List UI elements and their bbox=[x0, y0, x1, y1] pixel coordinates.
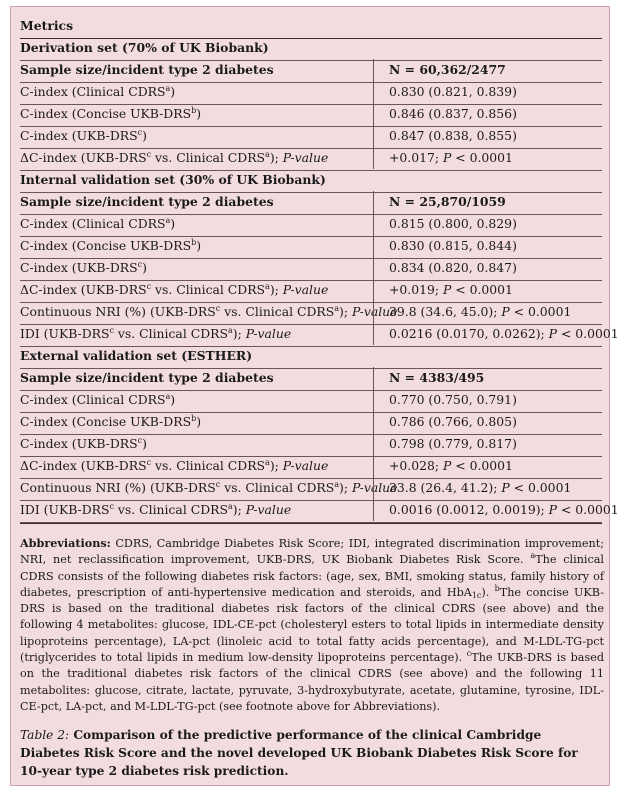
table-row bbox=[20, 147, 602, 169]
value-cell: 0.798 (0.779, 0.817) bbox=[389, 436, 517, 451]
metric-cell: C-index (Clinical CDRS$^a$) bbox=[20, 84, 176, 99]
table-row bbox=[20, 499, 619, 521]
footnote-marker: a bbox=[165, 84, 171, 93]
sample-size-row bbox=[20, 191, 602, 213]
value-cell: 39.8 (34.6, 45.0); P < 0.0001 bbox=[389, 304, 572, 319]
footnote-marker: c bbox=[146, 458, 152, 467]
metric-cell: Sample size/incident type 2 diabetes bbox=[20, 62, 274, 77]
metric-cell: Derivation set (70% of UK Biobank) bbox=[20, 40, 269, 55]
value-cell: 0.815 (0.800, 0.829) bbox=[389, 216, 517, 231]
value-cell: +0.019; P < 0.0001 bbox=[389, 282, 513, 297]
footnote-marker: a bbox=[334, 480, 340, 489]
metric-cell: ΔC-index (UKB-DRS$^c$ vs. Clinical CDRS$^a$); P-value bbox=[20, 458, 329, 473]
value-cell: 0.846 (0.837, 0.856) bbox=[389, 106, 517, 121]
footnote-c: The UKB-DRS is based on the traditional diabetes risk factors of the clinical CDRS (see above) and the following 11 metabolites: glucose, citrate, lactate, pyruvate, 3-hydroxybutyrate, acetate, glutamine, tyrosine, IDL-CE-pct, LA-pct, and M-LDL-TG-pct (see footnote above for Abbreviations). bbox=[20, 651, 604, 713]
metric-cell: Continuous NRI (%) (UKB-DRS$^c$ vs. Clinical CDRS$^a$); P-value bbox=[20, 480, 398, 495]
table-row bbox=[20, 213, 602, 235]
metric-cell: C-index (Clinical CDRS$^a$) bbox=[20, 216, 176, 231]
value-cell: 33.8 (26.4, 41.2); P < 0.0001 bbox=[389, 480, 572, 495]
table-row bbox=[20, 279, 602, 301]
metric-cell: C-index (UKB-DRS$^c$) bbox=[20, 128, 147, 143]
footnote-a: The clinical CDRS consists of the following diabetes risk factors: (age, sex, BMI, smoking status, family history of diabetes, prescription of anti-hypertensive medication and steroids, and HbA bbox=[20, 553, 604, 599]
footnote-a-end: ). bbox=[481, 585, 490, 599]
table-row bbox=[20, 477, 602, 499]
value-cell: 0.0016 (0.0012, 0.0019); P < 0.0001 bbox=[389, 502, 619, 517]
footnote-marker: b bbox=[191, 106, 197, 115]
metric-cell: C-index (Concise UKB-DRS$^b$) bbox=[20, 238, 202, 253]
section-title bbox=[20, 169, 602, 191]
value-cell: N = 25,870/1059 bbox=[389, 194, 506, 209]
metric-cell: C-index (UKB-DRS$^c$) bbox=[20, 436, 147, 451]
footnote-marker: c bbox=[215, 480, 221, 489]
metric-cell: ΔC-index (UKB-DRS$^c$ vs. Clinical CDRS$^a$); P-value bbox=[20, 150, 329, 165]
footnote-marker: a bbox=[265, 282, 270, 291]
value-cell: 0.834 (0.820, 0.847) bbox=[389, 260, 517, 275]
metric-cell: IDI (UKB-DRS$^c$ vs. Clinical CDRS$^a$); P-value bbox=[20, 326, 292, 341]
table-row bbox=[20, 235, 602, 257]
column-divider bbox=[373, 191, 374, 345]
table-row bbox=[20, 103, 602, 125]
footnote-marker: c bbox=[109, 502, 114, 511]
table-row bbox=[20, 411, 602, 433]
table-row bbox=[20, 455, 602, 477]
table-header bbox=[20, 15, 602, 37]
row-divider bbox=[20, 523, 602, 524]
value-cell: 0.830 (0.815, 0.844) bbox=[389, 238, 517, 253]
metric-cell: External validation set (ESTHER) bbox=[20, 348, 253, 363]
metric-cell: C-index (UKB-DRS$^c$) bbox=[20, 260, 147, 275]
footnote-marker: c bbox=[146, 150, 152, 159]
footnote-marker: b bbox=[191, 414, 197, 423]
table-row bbox=[20, 301, 602, 323]
column-divider bbox=[373, 367, 374, 521]
metric-cell: ΔC-index (UKB-DRS$^c$ vs. Clinical CDRS$^a$); P-value bbox=[20, 282, 329, 297]
table-row bbox=[20, 257, 602, 279]
column-divider bbox=[373, 59, 374, 169]
table-row bbox=[20, 125, 602, 147]
value-cell: N = 4383/495 bbox=[389, 370, 485, 385]
footnote-marker: a bbox=[165, 216, 171, 225]
footnote-marker: c bbox=[137, 260, 143, 269]
value-cell: 0.0216 (0.0170, 0.0262); P < 0.0001 bbox=[389, 326, 619, 341]
table-row bbox=[20, 433, 602, 455]
metric-cell: C-index (Clinical CDRS$^a$) bbox=[20, 392, 176, 407]
table-row bbox=[20, 323, 619, 345]
value-cell: 0.847 (0.838, 0.855) bbox=[389, 128, 517, 143]
value-cell: 0.786 (0.766, 0.805) bbox=[389, 414, 517, 429]
footnote-marker: c bbox=[215, 304, 221, 313]
footnote-marker: a bbox=[165, 392, 171, 401]
table-caption bbox=[20, 726, 604, 780]
sample-size-row bbox=[20, 59, 602, 81]
table-footnotes: Abbreviations: CDRS, Cambridge Diabetes Risk Score; IDI, integrated discrimination improvement; NRI, net reclassification improvement, UKB-DRS, UK Biobank Diabetes Risk Score. $^a$The clinical CDRS consists of the following diabetes risk factors: (age, sex, BMI, smoking status, family history of diabetes, prescription of anti-hypertensive medication and steroids, and HbA$_{1c}$). $^b$The concise UKB-DRS is based on the traditional diabetes risk factors of the clinical CDRS (see above) and the following 4 metabolites: glucose, IDL-CE-pct (cholesteryl esters to total lipids in intermediate density lipoproteins percentage), LA-pct (linoleic acid to total fatty acids percentage), and M-LDL-TG-pct (triglycerides to total lipids in medium low-density lipoproteins percentage). $^c$The UKB-DRS is based on the traditional diabetes risk factors of the clinical CDRS (see above) and the following 11 metabolites: glucose, citrate, lactate, pyruvate, 3-hydroxybutyrate, acetate, glutamine, tyrosine, IDL-CE-pct, LA-pct, and M-LDL-TG-pct (see footnote above for Abbreviations). bbox=[20, 536, 604, 713]
footnote-marker: c bbox=[146, 282, 152, 291]
footnote-marker: c bbox=[137, 128, 143, 137]
footnote-marker: c bbox=[137, 436, 143, 445]
footnote-marker: c bbox=[109, 326, 114, 335]
abbreviations-text: CDRS, Cambridge Diabetes Risk Score; IDI, integrated discrimination improvement; NRI, net reclassification improvement, UKB-DRS, UK Biobank Diabetes Risk Score. bbox=[20, 537, 604, 567]
footnote-b: The concise UKB-DRS is based on the traditional diabetes risk factors of the clinical CDRS (see above) and the following 4 metabolites: glucose, IDL-CE-pct (cholesteryl esters to total lipids in intermediate density lipoproteins percentage), LA-pct (linoleic acid to total fatty acids percentage), and M-LDL-TG-pct (triglycerides to total lipids in medium low-density lipoproteins percentage). bbox=[20, 585, 604, 665]
table-row bbox=[20, 389, 602, 411]
abbreviations-label: Abbreviations: bbox=[20, 536, 111, 550]
footnote-marker: a bbox=[265, 150, 270, 159]
caption-text: Comparison of the predictive performance of the clinical Cambridge Diabetes Risk Score and the novel developed UK Biobank Diabetes Risk Score for 10-year type 2 diabetes risk prediction. bbox=[20, 728, 578, 778]
metric-cell: Continuous NRI (%) (UKB-DRS$^c$ vs. Clinical CDRS$^a$); P-value bbox=[20, 304, 398, 319]
footnote-marker: a bbox=[265, 458, 270, 467]
metric-cell: Sample size/incident type 2 diabetes bbox=[20, 370, 274, 385]
header-metrics: Metrics bbox=[20, 18, 74, 33]
metric-cell: Internal validation set (30% of UK Biobank) bbox=[20, 172, 326, 187]
caption-label: Table 2: bbox=[20, 728, 70, 742]
value-cell: +0.017; P < 0.0001 bbox=[389, 150, 513, 165]
sample-size-row bbox=[20, 367, 602, 389]
section-title bbox=[20, 37, 602, 59]
metric-cell: Sample size/incident type 2 diabetes bbox=[20, 194, 274, 209]
table-row bbox=[20, 81, 602, 103]
footnote-marker: b bbox=[191, 238, 197, 247]
metric-cell: C-index (Concise UKB-DRS$^b$) bbox=[20, 414, 202, 429]
metric-cell: IDI (UKB-DRS$^c$ vs. Clinical CDRS$^a$); P-value bbox=[20, 502, 292, 517]
value-cell: N = 60,362/2477 bbox=[389, 62, 506, 77]
table-panel bbox=[10, 6, 619, 786]
footnote-marker: a bbox=[334, 304, 340, 313]
footnote-marker: a bbox=[227, 326, 233, 335]
value-cell: +0.028; P < 0.0001 bbox=[389, 458, 513, 473]
metric-cell: C-index (Concise UKB-DRS$^b$) bbox=[20, 106, 202, 121]
value-cell: 0.770 (0.750, 0.791) bbox=[389, 392, 517, 407]
footnote-marker: a bbox=[227, 502, 233, 511]
footnote-a-subscript: 1c bbox=[471, 590, 482, 600]
value-cell: 0.830 (0.821, 0.839) bbox=[389, 84, 517, 99]
section-title bbox=[20, 345, 602, 367]
